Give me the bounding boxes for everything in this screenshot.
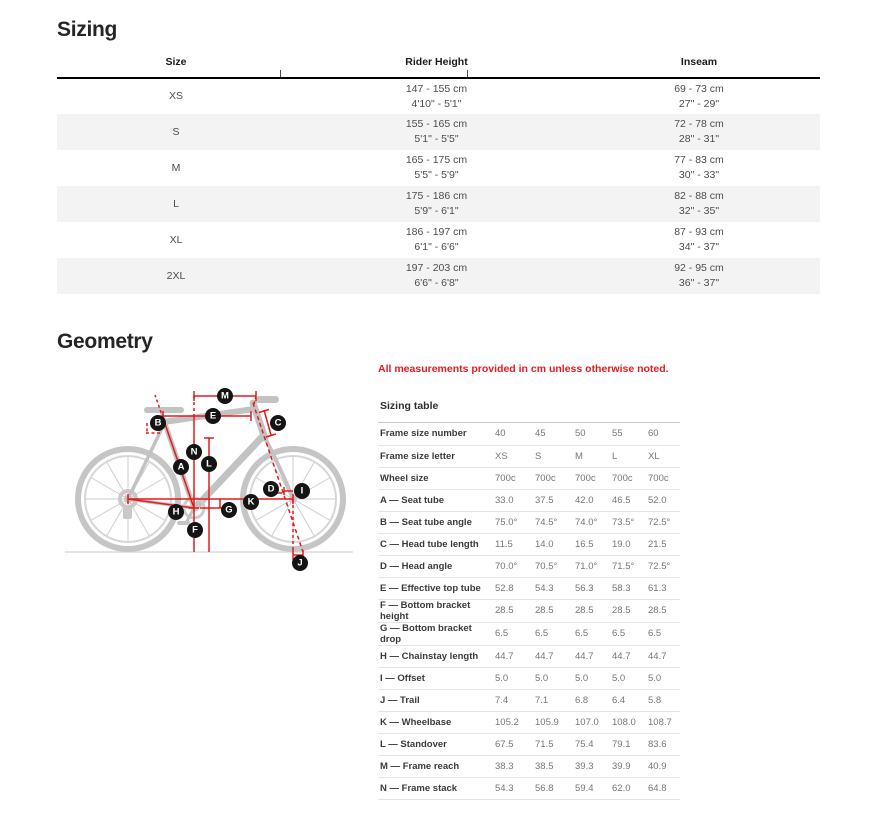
geo-value: 108.7 bbox=[648, 711, 680, 733]
geo-value: 54.3 bbox=[495, 777, 535, 799]
table-row bbox=[57, 150, 820, 186]
table-row bbox=[57, 222, 820, 258]
inseam-cell bbox=[578, 78, 820, 114]
geo-value: 39.9 bbox=[612, 755, 648, 777]
height-cell bbox=[295, 258, 578, 294]
geo-value: 44.7 bbox=[575, 645, 612, 667]
svg-text:I: I bbox=[300, 485, 304, 497]
geo-value: 59.4 bbox=[575, 777, 612, 799]
geo-value: 83.6 bbox=[648, 733, 680, 755]
diagram-label-c bbox=[270, 415, 286, 431]
geo-value: 74.5° bbox=[535, 511, 575, 533]
inseam-cm: 87 - 93 cm bbox=[674, 226, 724, 238]
table-row bbox=[378, 423, 680, 445]
geo-value: 39.3 bbox=[575, 755, 612, 777]
diagram-label-l bbox=[201, 456, 217, 472]
geo-value: 56.8 bbox=[535, 777, 575, 799]
inseam-cell bbox=[578, 186, 820, 222]
table-row bbox=[378, 467, 680, 489]
geo-value: 44.7 bbox=[535, 645, 575, 667]
svg-text:N: N bbox=[190, 446, 198, 458]
table-row bbox=[378, 445, 680, 467]
height-cell bbox=[295, 186, 578, 222]
measurements-note: All measurements provided in cm unless otherwise noted. bbox=[378, 363, 669, 375]
geo-row-label: B — Seat tube angle bbox=[378, 511, 495, 533]
geo-value: 55 bbox=[612, 423, 648, 445]
col-header-rider-height-label: Rider Height bbox=[405, 56, 468, 68]
svg-text:J: J bbox=[297, 557, 303, 569]
table-row bbox=[378, 755, 680, 777]
table-row bbox=[378, 555, 680, 577]
svg-text:D: D bbox=[267, 483, 275, 495]
inseam-in: 30" - 33" bbox=[678, 169, 720, 181]
diagram-label-h bbox=[168, 504, 184, 520]
table-row bbox=[378, 733, 680, 755]
geo-value: 71.5° bbox=[612, 555, 648, 577]
col-header-inseam-label: Inseam bbox=[680, 56, 718, 68]
inseam-cm: 72 - 78 cm bbox=[674, 118, 724, 130]
geo-row-label: Wheel size bbox=[378, 467, 495, 489]
sizing-title: Sizing bbox=[57, 18, 118, 41]
geometry-title: Geometry bbox=[57, 330, 153, 353]
geo-value: 72.5° bbox=[648, 555, 680, 577]
geo-value: 19.0 bbox=[612, 533, 648, 555]
geo-value: 28.5 bbox=[495, 599, 535, 622]
geo-value: 6.8 bbox=[575, 689, 612, 711]
geo-value: 5.0 bbox=[535, 667, 575, 689]
height-cm: 155 - 165 cm bbox=[405, 118, 468, 130]
inseam-cm: 92 - 95 cm bbox=[674, 262, 724, 274]
height-cell bbox=[295, 150, 578, 186]
svg-text:G: G bbox=[225, 504, 233, 516]
geo-value: 61.3 bbox=[648, 577, 680, 599]
inseam-cm: 77 - 83 cm bbox=[674, 154, 724, 166]
geo-value: 105.2 bbox=[495, 711, 535, 733]
geo-value: 74.0° bbox=[575, 511, 612, 533]
height-cm: 147 - 155 cm bbox=[405, 82, 468, 95]
height-ft: 5'1" - 5'5" bbox=[414, 133, 459, 145]
geo-value: XL bbox=[648, 445, 680, 467]
geo-value: 14.0 bbox=[535, 533, 575, 555]
geo-value: 46.5 bbox=[612, 489, 648, 511]
geo-row-label: L — Standover bbox=[378, 733, 495, 755]
height-cm: 186 - 197 cm bbox=[405, 226, 468, 238]
size-cell: 2XL bbox=[166, 269, 186, 282]
size-cell: XS bbox=[168, 90, 183, 102]
geo-table-label: Sizing table bbox=[378, 395, 680, 423]
svg-text:B: B bbox=[154, 417, 162, 429]
geo-value: 73.5° bbox=[612, 511, 648, 533]
svg-text:F: F bbox=[192, 524, 198, 536]
geo-value: 71.0° bbox=[575, 555, 612, 577]
inseam-in: 34" - 37" bbox=[678, 241, 720, 253]
geometry-table-panel bbox=[378, 354, 690, 800]
geo-value: 6.5 bbox=[535, 622, 575, 645]
geo-value: 79.1 bbox=[612, 733, 648, 755]
inseam-in: 28" - 31" bbox=[678, 133, 720, 145]
inseam-cm: 69 - 73 cm bbox=[674, 82, 724, 95]
geo-value: 5.0 bbox=[575, 667, 612, 689]
col-header-size: Size bbox=[57, 51, 295, 78]
geo-row-label: A — Seat tube bbox=[378, 489, 495, 511]
geo-value: 7.1 bbox=[535, 689, 575, 711]
geo-value: 44.7 bbox=[648, 645, 680, 667]
height-cell bbox=[295, 114, 578, 150]
geo-value: 5.8 bbox=[648, 689, 680, 711]
geo-value: 40.9 bbox=[648, 755, 680, 777]
geo-value: 42.0 bbox=[575, 489, 612, 511]
size-cell: M bbox=[171, 161, 181, 174]
diagram-label-g bbox=[221, 502, 237, 518]
geo-value: 72.5° bbox=[648, 511, 680, 533]
geo-value: 11.5 bbox=[495, 533, 535, 555]
geo-value: 700c bbox=[535, 467, 575, 489]
sizing-section bbox=[57, 18, 820, 294]
geo-row-label: K — Wheelbase bbox=[378, 711, 495, 733]
geo-value: 6.4 bbox=[612, 689, 648, 711]
table-row bbox=[378, 711, 680, 733]
col-header-rider-height bbox=[295, 51, 578, 78]
table-row bbox=[57, 186, 820, 222]
geo-value: 700c bbox=[575, 467, 612, 489]
svg-text:M: M bbox=[221, 390, 229, 402]
geo-value: 70.0° bbox=[495, 555, 535, 577]
table-row bbox=[378, 511, 680, 533]
geo-row-label: N — Frame stack bbox=[378, 777, 495, 799]
geo-value: 62.0 bbox=[612, 777, 648, 799]
header-tick bbox=[467, 70, 468, 77]
inseam-in: 36" - 37" bbox=[678, 277, 720, 289]
bike-geometry-diagram bbox=[60, 376, 360, 576]
svg-text:C: C bbox=[274, 417, 282, 429]
height-ft: 5'5" - 5'9" bbox=[414, 169, 459, 181]
height-cm: 175 - 186 cm bbox=[405, 190, 468, 202]
geo-value: 21.5 bbox=[648, 533, 680, 555]
geo-value: 67.5 bbox=[495, 733, 535, 755]
geo-row-label: M — Frame reach bbox=[378, 755, 495, 777]
inseam-cell bbox=[578, 222, 820, 258]
geo-value: 28.5 bbox=[535, 599, 575, 622]
sizing-table bbox=[57, 51, 820, 294]
height-cell bbox=[295, 78, 578, 114]
geo-value: 5.0 bbox=[495, 667, 535, 689]
geo-value: 6.5 bbox=[495, 622, 535, 645]
geo-value: 54.3 bbox=[535, 577, 575, 599]
geo-value: 38.5 bbox=[535, 755, 575, 777]
geo-row-label: D — Head angle bbox=[378, 555, 495, 577]
geometry-diagram-panel bbox=[57, 354, 378, 576]
height-ft: 5'9" - 6'1" bbox=[414, 205, 459, 217]
inseam-cm: 82 - 88 cm bbox=[674, 190, 724, 202]
table-row bbox=[378, 645, 680, 667]
geo-value: 105.9 bbox=[535, 711, 575, 733]
geo-value: 75.4 bbox=[575, 733, 612, 755]
geo-value: XS bbox=[495, 445, 535, 467]
diagram-label-m bbox=[217, 388, 233, 404]
geo-value: 52.8 bbox=[495, 577, 535, 599]
table-row bbox=[378, 667, 680, 689]
diagram-label-n bbox=[186, 444, 202, 460]
geo-value: 44.7 bbox=[495, 645, 535, 667]
geo-row-label: E — Effective top tube bbox=[378, 577, 495, 599]
diagram-label-i bbox=[294, 483, 310, 499]
geo-value: 38.3 bbox=[495, 755, 535, 777]
geo-value: 5.0 bbox=[648, 667, 680, 689]
diagram-label-k bbox=[243, 494, 259, 510]
table-row bbox=[378, 689, 680, 711]
geo-value: M bbox=[575, 445, 612, 467]
geo-value: 700c bbox=[612, 467, 648, 489]
geo-value: 6.5 bbox=[648, 622, 680, 645]
svg-text:H: H bbox=[172, 506, 180, 518]
svg-text:A: A bbox=[177, 461, 185, 473]
table-row bbox=[378, 777, 680, 799]
table-row bbox=[378, 622, 680, 645]
geo-row-label: Frame size letter bbox=[378, 445, 495, 467]
diagram-label-e bbox=[205, 408, 221, 424]
geo-value: L bbox=[612, 445, 648, 467]
col-header-inseam bbox=[578, 51, 820, 78]
inseam-in: 32" - 35" bbox=[678, 205, 720, 217]
geometry-table bbox=[378, 423, 680, 800]
geo-value: S bbox=[535, 445, 575, 467]
geo-row-label: G — Bottom bracket drop bbox=[378, 622, 495, 645]
geo-value: 28.5 bbox=[648, 599, 680, 622]
geo-value: 108.0 bbox=[612, 711, 648, 733]
geo-value: 7.4 bbox=[495, 689, 535, 711]
sizing-header-row bbox=[57, 51, 820, 78]
svg-text:K: K bbox=[247, 496, 255, 508]
height-cell bbox=[295, 222, 578, 258]
inseam-cell bbox=[578, 114, 820, 150]
size-cell: XL bbox=[169, 233, 183, 246]
geo-value: 5.0 bbox=[612, 667, 648, 689]
height-ft: 6'6" - 6'8" bbox=[414, 277, 459, 289]
table-row bbox=[57, 258, 820, 294]
geo-row-label: Frame size number bbox=[378, 423, 495, 445]
geo-value: 6.5 bbox=[612, 622, 648, 645]
header-tick bbox=[280, 70, 281, 77]
diagram-label-b bbox=[150, 415, 166, 431]
geo-value: 52.0 bbox=[648, 489, 680, 511]
geo-row-label: F — Bottom bracket height bbox=[378, 599, 495, 622]
diagram-label-j bbox=[292, 555, 308, 571]
geo-value: 107.0 bbox=[575, 711, 612, 733]
svg-text:L: L bbox=[206, 458, 212, 470]
table-row bbox=[57, 78, 820, 114]
geo-value: 700c bbox=[648, 467, 680, 489]
diagram-label-f bbox=[187, 522, 203, 538]
geo-value: 33.0 bbox=[495, 489, 535, 511]
height-ft: 6'1" - 6'6" bbox=[414, 241, 459, 253]
geo-value: 56.3 bbox=[575, 577, 612, 599]
geo-value: 75.0° bbox=[495, 511, 535, 533]
geo-value: 40 bbox=[495, 423, 535, 445]
geo-value: 44.7 bbox=[612, 645, 648, 667]
geo-value: 28.5 bbox=[575, 599, 612, 622]
svg-text:E: E bbox=[209, 410, 217, 422]
height-ft: 4'10" - 5'1" bbox=[411, 97, 462, 110]
geo-value: 700c bbox=[495, 467, 535, 489]
height-cm: 165 - 175 cm bbox=[405, 154, 468, 166]
geo-value: 45 bbox=[535, 423, 575, 445]
geo-value: 28.5 bbox=[612, 599, 648, 622]
geometry-section bbox=[57, 330, 820, 800]
diagram-label-d bbox=[263, 481, 279, 497]
diagram-label-a bbox=[173, 459, 189, 475]
geo-value: 64.8 bbox=[648, 777, 680, 799]
geo-row-label: C — Head tube length bbox=[378, 533, 495, 555]
geo-row-label: H — Chainstay length bbox=[378, 645, 495, 667]
inseam-cell bbox=[578, 258, 820, 294]
geo-value: 71.5 bbox=[535, 733, 575, 755]
geo-value: 37.5 bbox=[535, 489, 575, 511]
height-cm: 197 - 203 cm bbox=[405, 262, 468, 274]
inseam-cell bbox=[578, 150, 820, 186]
geo-value: 60 bbox=[648, 423, 680, 445]
table-row bbox=[378, 489, 680, 511]
inseam-in: 27" - 29" bbox=[678, 97, 720, 110]
size-cell: S bbox=[172, 125, 180, 138]
geo-value: 50 bbox=[575, 423, 612, 445]
geo-row-label: J — Trail bbox=[378, 689, 495, 711]
geo-value: 58.3 bbox=[612, 577, 648, 599]
geo-value: 70.5° bbox=[535, 555, 575, 577]
geo-row-label: I — Offset bbox=[378, 667, 495, 689]
size-cell: L bbox=[173, 197, 179, 210]
table-row bbox=[378, 533, 680, 555]
geo-value: 16.5 bbox=[575, 533, 612, 555]
geo-value: 6.5 bbox=[575, 622, 612, 645]
table-row bbox=[378, 599, 680, 622]
table-row bbox=[57, 114, 820, 150]
table-row bbox=[378, 577, 680, 599]
